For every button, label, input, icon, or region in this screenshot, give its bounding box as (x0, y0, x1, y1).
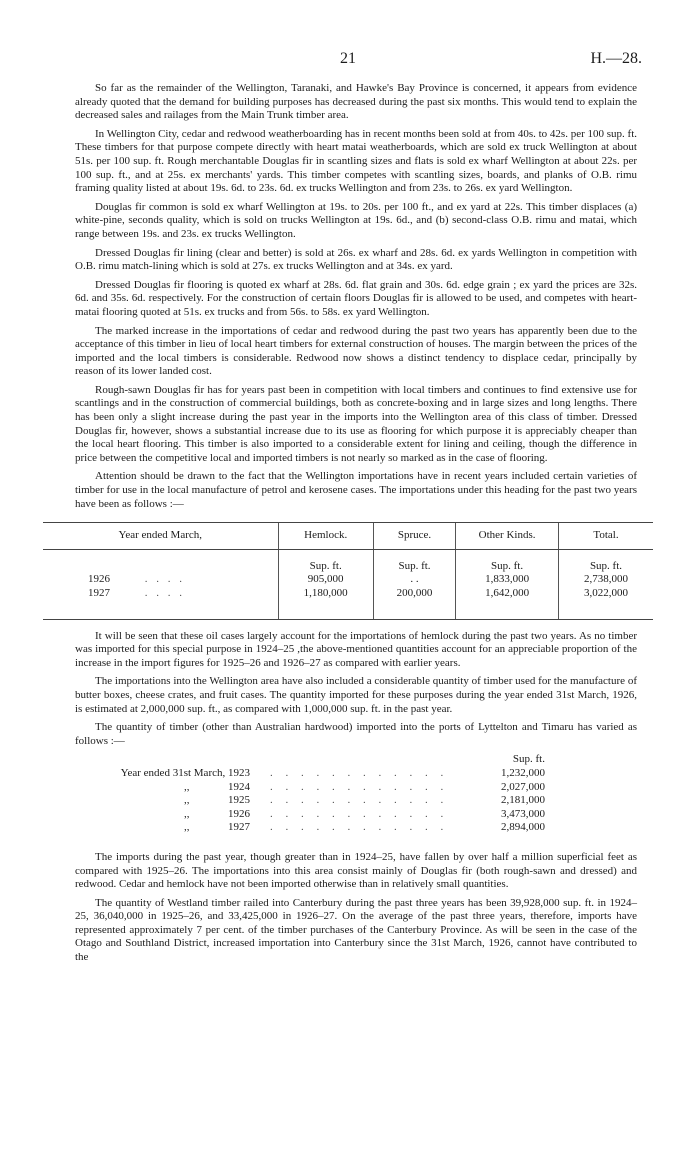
leader-dots: . . . . . . . . . . . . (270, 794, 449, 807)
column-header: Total. (558, 523, 653, 550)
list-item (75, 821, 637, 835)
unit-label: Sup. ft. (278, 549, 373, 573)
paragraph: The quantity of Westland timber railed into Canterbury during the past three years has been 39,928,000 sup. ft. in 1924–25, 36,040,000 in 1925–26, and 33,425,000 in 1926–27. On the average of the past three years, therefore, imports have represented approximately 7 per cent. of the timber purchases of the Canterbury Province. As will be seen in the case of the Otago and Southland District, increased importation into Canterbury since the 31st March, 1926, cannot have contributed to the (75, 896, 637, 964)
paragraph: In Wellington City, cedar and redwood weatherboarding has in recent months been sold at from 40s. to 42s. per 100 sup. ft. These timbers for that purpose compete directly with heart matai weatherboards, which are sold ex truck Wellington at about 51s. per 100 sup. ft. Rough merchantable Douglas fir in scantling sizes and flats is sold ex wharf Wellington at about 22s. per 100 sup. ft., and at 25s. ex merchants' yards. This timber competes with scantling sizes, boards, and planks of O.B. rimu framing quality listed at about 19s. 6d. to 23s. 6d. ex trucks Wellington and from 23s. to 26s. ex yard Wellington. (75, 127, 637, 195)
table-row (43, 573, 653, 587)
list-item (75, 781, 637, 795)
year-label: ,, 1924 (184, 780, 250, 793)
quantity-value: 2,181,000 (501, 794, 545, 807)
quantity-value: 2,027,000 (501, 780, 545, 793)
paragraph: The quantity of timber (other than Australian hardwood) imported into the ports of Lyttelton and Timaru has varied as follows :— (75, 721, 637, 747)
table-cell: 1,180,000 (278, 587, 373, 619)
wellington-imports-table (43, 522, 653, 619)
table-cell: 2,738,000 (558, 573, 653, 587)
column-header: Year ended March, (43, 523, 278, 550)
paragraph: It will be seen that these oil cases largely account for the importations of hemlock during the past two years. As no timber was imported for this special purpose in 1924–25 ,the above-mentioned quantities account for an appreciable proportion of the increase in the import figures for 1925–26 and 1926–27 as compared with earlier years. (75, 629, 637, 669)
units-row (43, 549, 653, 573)
paragraph: Rough-sawn Douglas fir has for years past been in competition with local timbers and continues to find extensive use for scantlings and in the construction of commercial buildings, both as concrete-boxing and in large sizes and long lengths. There has been only a slight increase during the past year in the imports into the Wellington area of this class of timber. Dressed Douglas fir, however, shows a substantial increase due to its use as flooring for which purpose it is appreciably cheaper than the local heart flooring. This timber is also imported to a considerable extent for lining and ceiling, though the difference in price between the competitive local and imported timbers is not nearly so marked as in the case of flooring. (75, 383, 637, 464)
paragraph: Douglas fir common is sold ex wharf Wellington at 19s. to 20s. per 100 ft., and ex yard at 22s. This timber displaces (a) white-pine, seconds quality, which is sold on trucks Wellington at 19s. 6d., and (b) second-class O.B. rimu and matai, which range between 19s. and 23s. ex trucks Wellington. (75, 200, 637, 240)
leader-dots: . . . . . . . . . . . . (270, 821, 449, 834)
year-label: ,, 1925 (184, 794, 250, 807)
quantity-value: 3,473,000 (501, 807, 545, 820)
year-label: ,, 1926 (184, 807, 250, 820)
unit-row (75, 753, 637, 767)
table-cell: 1,833,000 (456, 573, 559, 587)
year-label: ,, 1927 (184, 821, 250, 834)
year-label: Year ended 31st March, 1923 (120, 766, 250, 779)
paragraph: The importations into the Wellington area have also included a considerable quantity of timber used for the manufacture of butter boxes, cheese crates, and fruit cases. The quantity imported for these purposes during the year ended 31st March, 1926, is estimated at 2,000,000 sup. ft., as compared with 1,000,000 sup. ft. in the past year. (75, 675, 637, 715)
paragraph: Dressed Douglas fir flooring is quoted ex wharf at 28s. 6d. flat grain and 30s. 6d. edge grain ; ex yard the prices are 32s. 6d. and 35s. 6d. respectively. For the construction of certain floors Douglas fir is allowed to be used, and competes with heart-matai flooring quoted at 51s. ex trucks and from 56s. to 58s. ex yard Wellington. (75, 278, 637, 318)
list-item (75, 767, 637, 781)
quantity-value: 2,894,000 (501, 821, 545, 834)
paragraph: The imports during the past year, though greater than in 1924–25, have fallen by over half a million superficial feet as compared with 1925–26. The importations into this area consist mainly of Douglas fir (both rough-sawn and dressed) and redwood. Cedar and hemlock have not been imported otherwise than in relatively small quantities. (75, 850, 637, 891)
table-cell: . . (373, 573, 455, 587)
leader-dots: . . . . (144, 573, 185, 586)
document-body (75, 82, 637, 970)
table-cell: 1,642,000 (456, 587, 559, 619)
list-item (75, 794, 637, 808)
table-header-row (43, 523, 653, 550)
table-cell: 3,022,000 (558, 587, 653, 619)
leader-dots: . . . . . . . . . . . . (270, 766, 449, 779)
paragraph: So far as the remainder of the Wellington, Taranaki, and Hawke's Bay Province is concerned, it appears from evidence already quoted that the demand for building purposes has decreased during the past six months. This would tend to explain the decreased sales and railages from the Main Trunk timber area. (75, 82, 637, 122)
leader-dots: . . . . . . . . . . . . (270, 807, 449, 820)
page-number: 21 (340, 50, 356, 67)
unit-label: Sup. ft. (512, 753, 545, 766)
unit-label: Sup. ft. (456, 549, 559, 573)
lyttelton-timaru-imports-list (75, 753, 637, 835)
unit-label: Sup. ft. (373, 549, 455, 573)
column-header: Hemlock. (278, 523, 373, 550)
table-cell: 905,000 (278, 573, 373, 587)
document-reference: H.—28. (590, 50, 642, 67)
paragraph: Attention should be drawn to the fact that the Wellington importations have in recent years included certain varieties of timber for use in the local manufacture of petrol and kerosene cases. The importations under this heading for the past two years have been as follows :— (75, 470, 637, 510)
quantity-value: 1,232,000 (501, 766, 545, 779)
leader-dots: . . . . (144, 587, 185, 599)
page-header (0, 50, 700, 70)
unit-label: Sup. ft. (558, 549, 653, 573)
paragraph: The marked increase in the importations of cedar and redwood during the past two years has apparently been due to the acceptance of this timber in lieu of local heart timbers for external construction of houses. The margin between the prices of the imported and the local timbers is considerable. Redwood now shows a distinct tendency to displace cedar, principally by reason of its lower landed cost. (75, 324, 637, 378)
list-item (75, 808, 637, 822)
paragraph: Dressed Douglas fir lining (clear and better) is sold at 26s. ex wharf and 28s. 6d. ex yards Wellington in competition with O.B. rimu match-lining which is sold at 27s. ex trucks Wellington and at 34s. ex yard. (75, 246, 637, 273)
year-cell: 1926 . . . . (88, 573, 185, 586)
table-cell: 200,000 (373, 587, 455, 619)
leader-dots: . . . . . . . . . . . . (270, 780, 449, 793)
year-cell: 1927 . . . . (43, 587, 278, 619)
table-row (43, 587, 653, 619)
column-header: Other Kinds. (456, 523, 559, 550)
column-header: Spruce. (373, 523, 455, 550)
